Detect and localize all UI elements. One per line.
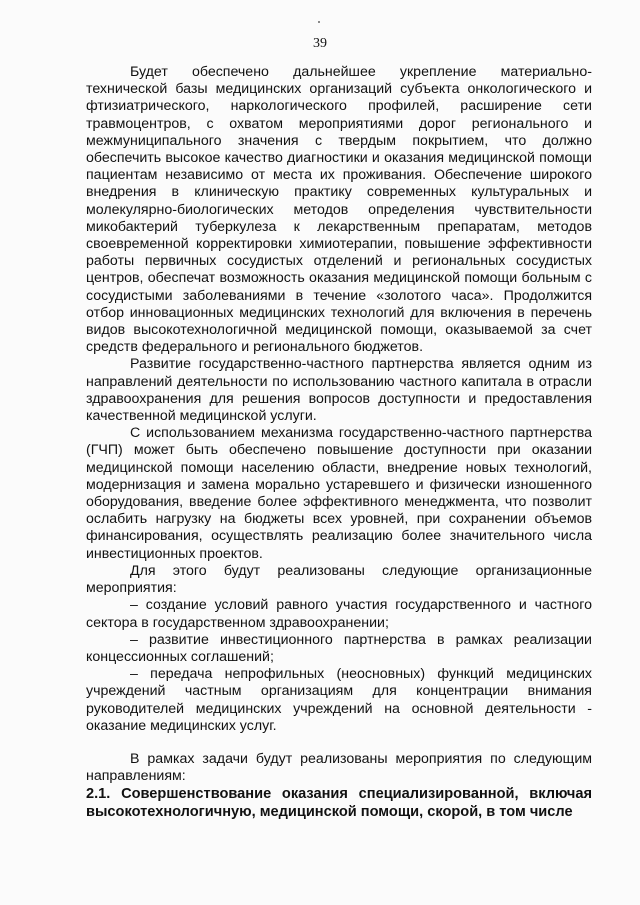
paragraph-ppp-intro: Развитие государственно-частного партнерства является одним из направлений деятельности по использованию частного капитала в отрасли здравоохранения для решения вопросов доступности и предоставления качественной медицинской услуги. <box>86 356 592 425</box>
section-heading: 2.1. Совершенствование оказания специализированной, включая высокотехнологичную, медицинской помощи, скорой, в том числе <box>86 786 592 821</box>
list-item: – передача непрофильных (неосновных) функций медицинских учреждений частным организациям для концентрации внимания руководителей медицинских учреждений на основной деятельности - оказание медицинских услуг. <box>86 666 592 734</box>
paragraph-ppp-mechanism: С использованием механизма государственно-частного партнерства (ГЧП) может быть обеспечено повышение доступности при оказании медицинской помощи населению области, внедрение новых технологий, модернизация и замена морально устаревшего и физически изношенного оборудования, введение более эффективного менеджмента, что позволит ослабить нагрузку на бюджеты всех уровней, при сохранении объемов финансирования, осуществлять реализацию более значительного числа инвестиционных проектов. <box>86 425 592 562</box>
page-number: 39 <box>313 36 327 51</box>
list-item: – создание условий равного участия государственного и частного сектора в государственном здравоохранении; <box>86 597 592 631</box>
scan-speck <box>318 21 320 23</box>
document-body <box>86 64 592 821</box>
paragraph-measures-intro: Для этого будут реализованы следующие организационные мероприятия: <box>86 562 592 597</box>
paragraph-directions: В рамках задачи будут реализованы мероприятия по следующим направлениям: <box>86 750 592 785</box>
paragraph-infrastructure: Будет обеспечено дальнейшее укрепление материально-технической базы медицинских организаций субъекта онкологического и фтизиатрического, наркологического профилей, расширение сети травмоцентров, с охватом мероприятиями дорог регионального и межмуниципального значения с твердым покрытием, что должно обеспечить высокое качество диагностики и оказания медицинской помощи пациентам независимо от места их проживания. Обеспечение широкого внедрения в клиническую практику современных культуральных и молекулярно-биологических методов определения чувствительности микобактерий туберкулеза к лекарственным препаратам, методов своевременной корректировки химиотерапии, повышение эффективности работы первичных сосудистых отделений и региональных сосудистых центров, обеспечат возможность оказания медицинской помощи больным с сосудистыми заболеваниями в течение «золотого часа». Продолжится отбор инновационных медицинских технологий для включения в перечень видов высокотехнологичной медицинской помощи, оказываемой за счет средств федерального и регионального бюджетов. <box>86 64 592 356</box>
list-item: – развитие инвестиционного партнерства в рамках реализации концессионных соглашений; <box>86 631 592 665</box>
